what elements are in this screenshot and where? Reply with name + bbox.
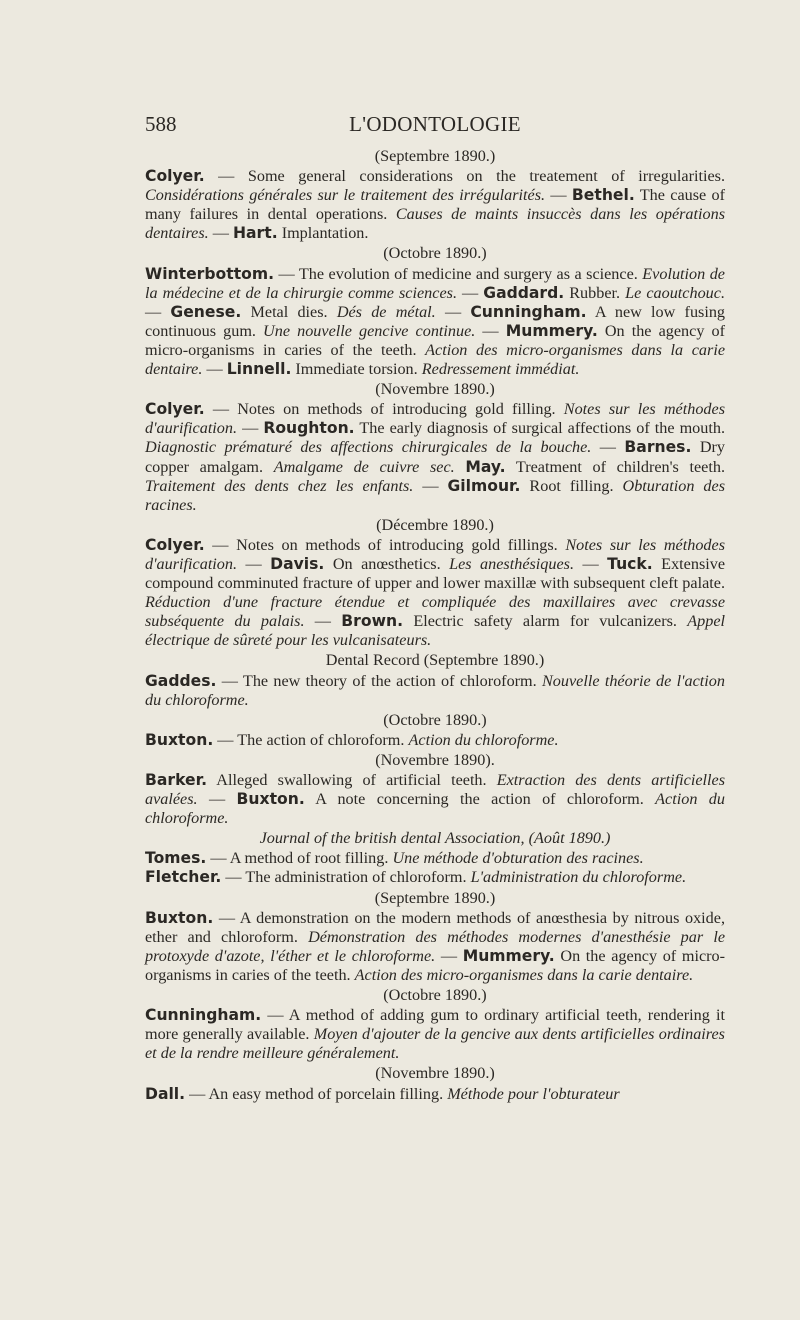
author-name: Hart. (232, 224, 278, 243)
english-title: Extensive compound comminuted fracture of upper and lower maxillæ with subsequent cleft palate. (145, 554, 726, 593)
french-title: Action du chloroforme. (408, 730, 559, 749)
date-heading: (Décembre 1890.) (376, 515, 494, 534)
author-name: Tuck. (607, 554, 653, 573)
bibliography-entry (145, 672, 725, 710)
english-title: — (435, 302, 471, 321)
author-name: Davis. (270, 554, 325, 573)
page-header (145, 112, 725, 140)
french-title: Une nouvelle gencive continue. (263, 321, 476, 340)
french-title: Action des micro-organismes dans la carie dentaire. (145, 340, 726, 379)
french-title: Redressement immédiat. (421, 360, 580, 379)
english-title: Treatment of children's teeth. (505, 457, 725, 476)
bibliography-entry (145, 167, 725, 243)
date-heading: (Octobre 1890.) (383, 244, 487, 263)
english-title (455, 458, 466, 476)
english-title: The cause of many failures in dental operations. (145, 186, 726, 224)
bibliography-entry (145, 868, 725, 887)
english-title: — Some general considerations on the treatement of irregularities. (204, 167, 725, 186)
bibliography-entry (145, 1006, 725, 1063)
french-title: Notes sur les méthodes d'aurification. (145, 400, 725, 438)
english-title: Dry copper amalgam. (145, 438, 725, 476)
author-name: Winterbottom. (145, 264, 275, 283)
english-title: A note concerning the action of chloroform. (304, 790, 656, 809)
english-title: — An easy method of porcelain filling. (185, 1084, 448, 1103)
french-title: Démonstration des méthodes modernes d'anesthésie par le protoxyde d'azote, l'éther et le chloroforme. (145, 927, 726, 965)
english-title: Root filling. (520, 476, 623, 495)
author-name: Mummery. (505, 321, 598, 340)
bibliography-entry (145, 771, 725, 828)
author-name: Barker. (145, 771, 208, 789)
journal-heading: Dental Record (Septembre 1890.) (325, 651, 545, 670)
journal-heading: Journal of the british dental Association, (Août 1890.) (259, 829, 611, 848)
author-name: Cunningham. (470, 302, 587, 321)
english-title: On anœsthetics. (324, 554, 450, 573)
english-title: — (145, 302, 171, 321)
french-title: Considérations générales sur le traitement des irrégularités. (145, 186, 546, 205)
date-heading: (Novembre 1890). (375, 750, 495, 769)
author-name: Cunningham. (145, 1006, 262, 1025)
french-title: Obturation des racines. (145, 476, 726, 514)
french-title: Diagnostic prématuré des affections chirurgicales de la bouche. (145, 438, 592, 457)
author-name: Gaddard. (483, 283, 565, 302)
author-name: May. (465, 457, 506, 476)
author-name: Fletcher. (145, 868, 222, 887)
bibliography-body (145, 146, 725, 1104)
english-title: Electric safety alarm for vulcanizers. (403, 612, 688, 631)
french-title: Extraction des dents artificielles avalées. (145, 771, 725, 809)
author-name: Mummery. (462, 946, 555, 965)
english-title: — The administration of chloroform. (221, 868, 471, 887)
date-heading: (Octobre 1890.) (383, 710, 487, 729)
author-name: Genese. (170, 302, 242, 321)
author-name: Buxton. (236, 790, 305, 809)
english-title: On the agency of micro-organisms in caries of the teeth. (145, 321, 725, 359)
bibliography-entry (145, 731, 725, 750)
english-title: — (237, 554, 271, 573)
english-title: — (413, 476, 448, 495)
bibliography-entry (145, 400, 725, 515)
english-title: Rubber. (564, 283, 626, 302)
date-heading: (Novembre 1890.) (375, 380, 495, 399)
english-title: — (475, 321, 506, 340)
author-name: Brown. (341, 612, 404, 631)
french-title: Notes sur les méthodes d'aurification. (145, 535, 725, 573)
english-title: — A demonstration on the modern methods of anœsthesia by nitrous oxide, ether and chloroform. (145, 908, 725, 946)
english-title: — (237, 419, 264, 438)
bibliography-entry (145, 849, 725, 868)
english-title: — The evolution of medicine and surgery as a science. (274, 264, 643, 283)
bibliography-entry (145, 536, 725, 651)
french-title: Dés de métal. (336, 302, 436, 321)
author-name: Buxton. (145, 730, 214, 749)
french-title: Méthode pour l'obturateur (447, 1084, 620, 1103)
english-title: — The new theory of the action of chloroform. (216, 671, 542, 690)
author-name: Colyer. (145, 167, 205, 186)
french-title: Amalgame de cuivre sec. (273, 457, 455, 476)
french-title: Le caoutchouc. (625, 283, 725, 302)
date-heading: (Septembre 1890.) (374, 888, 496, 907)
author-name: Gaddes. (145, 671, 217, 690)
english-title: — Notes on methods of introducing gold fillings. (204, 535, 566, 554)
french-title: Action du chloroforme. (145, 790, 725, 828)
date-heading: (Novembre 1890.) (375, 1064, 495, 1083)
english-title: — (574, 554, 608, 573)
author-name: Dall. (145, 1084, 186, 1103)
author-name: Bethel. (571, 186, 635, 205)
author-name: Roughton. (263, 419, 355, 438)
french-title: Une méthode d'obturation des racines. (392, 849, 644, 868)
author-name: Tomes. (145, 849, 207, 868)
english-title: Metal dies. (241, 302, 337, 321)
french-title: Réduction d'une fracture étendue et compliquée des maxillaires avec crevasse subséquente du palais. (145, 593, 725, 631)
author-name: Gilmour. (447, 476, 521, 495)
running-title: L'ODONTOLOGIE (349, 112, 521, 136)
english-title: — (202, 360, 227, 379)
bibliography-entry (145, 265, 725, 380)
french-title: Nouvelle théorie de l'action du chloroforme. (145, 671, 725, 709)
english-title: — A method of adding gum to ordinary artificial teeth, rendering it more generally available. (145, 1006, 725, 1044)
french-title: Appel électrique de sûreté pour les vulcanisateurs. (145, 612, 726, 650)
english-title: — Notes on methods of introducing gold filling. (204, 400, 564, 419)
english-title: — A method of root filling. (206, 849, 393, 868)
english-title: — (208, 224, 233, 243)
page-number: 588 (145, 112, 177, 136)
english-title: Immediate torsion. (291, 360, 422, 379)
english-title: — The action of chloroform. (213, 730, 409, 749)
english-title: — (435, 946, 463, 965)
author-name: Linnell. (226, 360, 292, 379)
french-title: Causes de maints insuccès dans les opérations dentaires. (145, 205, 725, 243)
french-title: Action des micro-organismes dans la carie dentaire. (354, 965, 694, 984)
french-title: Moyen d'ajouter de la gencive aux dents artificielles ordinaires et de la rendre meilleure généralement. (145, 1025, 725, 1063)
english-title: Alleged swallowing of artificial teeth. (207, 771, 497, 789)
author-name: Colyer. (145, 535, 205, 554)
author-name: Barnes. (624, 438, 692, 457)
author-name: Colyer. (145, 400, 205, 419)
english-title: The early diagnosis of surgical affections of the mouth. (354, 419, 726, 438)
french-title: Les anesthésiques. (449, 554, 575, 573)
english-title: — (457, 283, 484, 302)
english-title: — (304, 612, 342, 631)
french-title: L'administration du chloroforme. (470, 868, 687, 887)
french-title: Traitement des dents chez les enfants. (145, 476, 414, 495)
english-title: — (591, 438, 625, 457)
english-title: — (545, 186, 572, 205)
bibliography-entry (145, 909, 725, 985)
date-heading: (Septembre 1890.) (374, 147, 496, 165)
date-heading: (Octobre 1890.) (383, 986, 487, 1005)
author-name: Buxton. (145, 908, 214, 927)
french-title: Evolution de la médecine et de la chirurgie comme sciences. (145, 264, 725, 302)
english-title: A new low fusing continuous gum. (145, 302, 726, 340)
bibliography-entry (145, 1085, 725, 1104)
english-title: — (197, 790, 237, 809)
english-title: On the agency of micro-organisms in caries of the teeth. (145, 946, 725, 984)
english-title: Implantation. (277, 224, 369, 243)
